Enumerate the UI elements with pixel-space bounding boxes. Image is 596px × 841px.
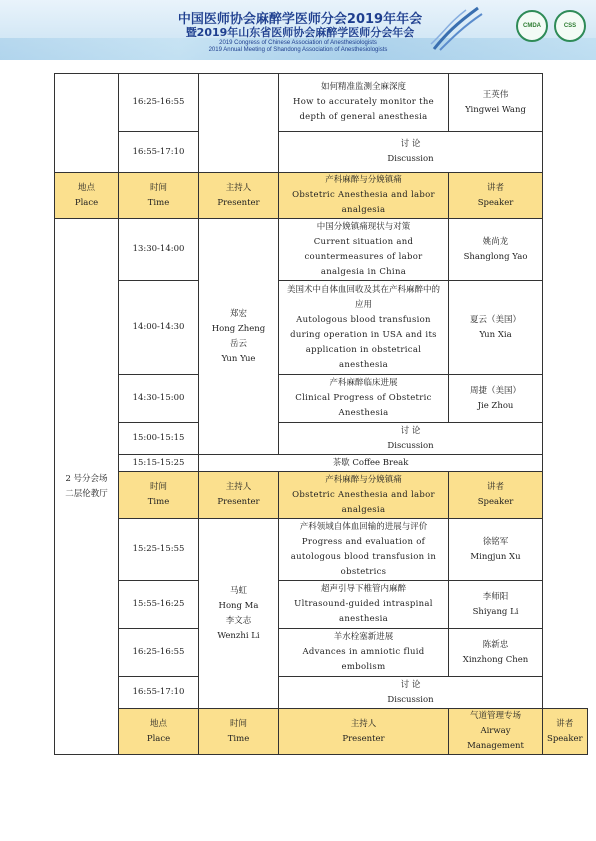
table-row — [55, 219, 588, 281]
header-speaker: 讲者 Speaker — [449, 173, 543, 219]
presenter-cell: 郑宏 Hong Zheng 岳云 Yun Yue — [199, 219, 279, 455]
time-cell: 16:25-16:55 — [119, 629, 199, 677]
table-row — [55, 74, 588, 132]
speaker-cell: 周捷（美国） Jie Zhou — [449, 375, 543, 423]
header-presenter: 主持人 Presenter — [199, 173, 279, 219]
speaker-cell: 徐铭军 Mingjun Xu — [449, 519, 543, 581]
table-row — [55, 629, 588, 677]
time-cell: 15:55-16:25 — [119, 581, 199, 629]
time-cell: 16:55-17:10 — [119, 677, 199, 709]
time-cell: 15:00-15:15 — [119, 423, 199, 455]
section-header-row — [55, 472, 588, 519]
topic-cell: 产科麻醉临床进展 Clinical Progress of Obstetric Anesthesia — [279, 375, 449, 423]
table-row — [55, 375, 588, 423]
discussion-cell: 讨 论 Discussion — [279, 677, 543, 709]
section-title: 产科麻醉与分娩镇痛 Obstetric Anesthesia and labor analgesia — [279, 173, 449, 219]
time-cell: 15:25-15:55 — [119, 519, 199, 581]
header-location: 地点 Place — [55, 173, 119, 219]
conference-title: 中国医师协会麻醉学医师分会2019年年会 — [177, 12, 423, 27]
section-header-row — [55, 709, 588, 755]
speaker-cell: 姚尚龙 Shanglong Yao — [449, 219, 543, 281]
header-time: 时间 Time — [119, 472, 199, 519]
table-row — [55, 132, 588, 173]
header-presenter: 主持人 Presenter — [279, 709, 449, 755]
topic-cell: 产科领域自体血回输的进展与评价 Progress and evaluation of autologous blood transfusion in obstetrics — [279, 519, 449, 581]
presenter-cell — [199, 74, 279, 173]
section-header-row — [55, 173, 588, 219]
time-cell: 13:30-14:00 — [119, 219, 199, 281]
time-cell: 15:15-15:25 — [119, 455, 199, 472]
header-location: 地点 Place — [119, 709, 199, 755]
table-row — [55, 677, 588, 709]
time-cell: 16:25-16:55 — [119, 74, 199, 132]
header-speaker: 讲者 Speaker — [449, 472, 543, 519]
discussion-cell: 讨 论 Discussion — [279, 132, 543, 173]
speaker-cell: 陈新忠 Xinzhong Chen — [449, 629, 543, 677]
location-cell: 2 号分会场 二层伦教厅 — [55, 219, 119, 755]
header-speaker: 讲者 Speaker — [543, 709, 588, 755]
discussion-cell: 讨 论 Discussion — [279, 423, 543, 455]
speaker-cell: 夏云（美国） Yun Xia — [449, 281, 543, 375]
table-row — [55, 581, 588, 629]
table-row — [55, 281, 588, 375]
topic-cell: 中国分娩镇痛现状与对策 Current situation and countermeasures of labor analgesia in China — [279, 219, 449, 281]
topic-cell: 超声引导下椎管内麻醉 Ultrasound-guided intraspinal anesthesia — [279, 581, 449, 629]
presenter-cell: 马虹 Hong Ma 李文志 Wenzhi Li — [199, 519, 279, 709]
location-cell — [55, 74, 119, 173]
css-logo-icon: CSS — [554, 10, 586, 42]
conference-subtitle-en: 2019 Congress of Chinese Association of Anesthesiologists 2019 Annual Meeting of Shandong Association of Anesthesiologists — [208, 40, 388, 53]
speaker-cell: 李师阳 Shiyang Li — [449, 581, 543, 629]
time-cell: 14:30-15:00 — [119, 375, 199, 423]
speaker-cell: 王英伟 Yingwei Wang — [449, 74, 543, 132]
topic-cell: 美国术中自体血回收及其在产科麻醉中的应用 Autologous blood transfusion during operation in USA and its application in obstetrical anesthesia — [279, 281, 449, 375]
table-row — [55, 423, 588, 455]
table-row — [55, 519, 588, 581]
header-time: 时间 Time — [199, 709, 279, 755]
header-time: 时间 Time — [119, 173, 199, 219]
time-cell: 16:55-17:10 — [119, 132, 199, 173]
section-title: 气道管理专场 Airway Management — [449, 709, 543, 755]
conference-subtitle: 暨2019年山东省医师协会麻醉学医师分会年会 — [185, 26, 415, 39]
conference-banner — [0, 0, 596, 60]
schedule-table — [54, 73, 588, 755]
coffee-break-cell: 茶歇 Coffee Break — [199, 455, 543, 472]
topic-cell: 如何精准监测全麻深度 How to accurately monitor the depth of general anesthesia — [279, 74, 449, 132]
break-row — [55, 455, 588, 472]
cmda-logo-icon: CMDA — [516, 10, 548, 42]
header-presenter: 主持人 Presenter — [199, 472, 279, 519]
topic-cell: 羊水栓塞新进展 Advances in amniotic fluid embolism — [279, 629, 449, 677]
ink-brush-icon — [426, 4, 486, 54]
section-title: 产科麻醉与分娩镇痛 Obstetric Anesthesia and labor analgesia — [279, 472, 449, 519]
time-cell: 14:00-14:30 — [119, 281, 199, 375]
